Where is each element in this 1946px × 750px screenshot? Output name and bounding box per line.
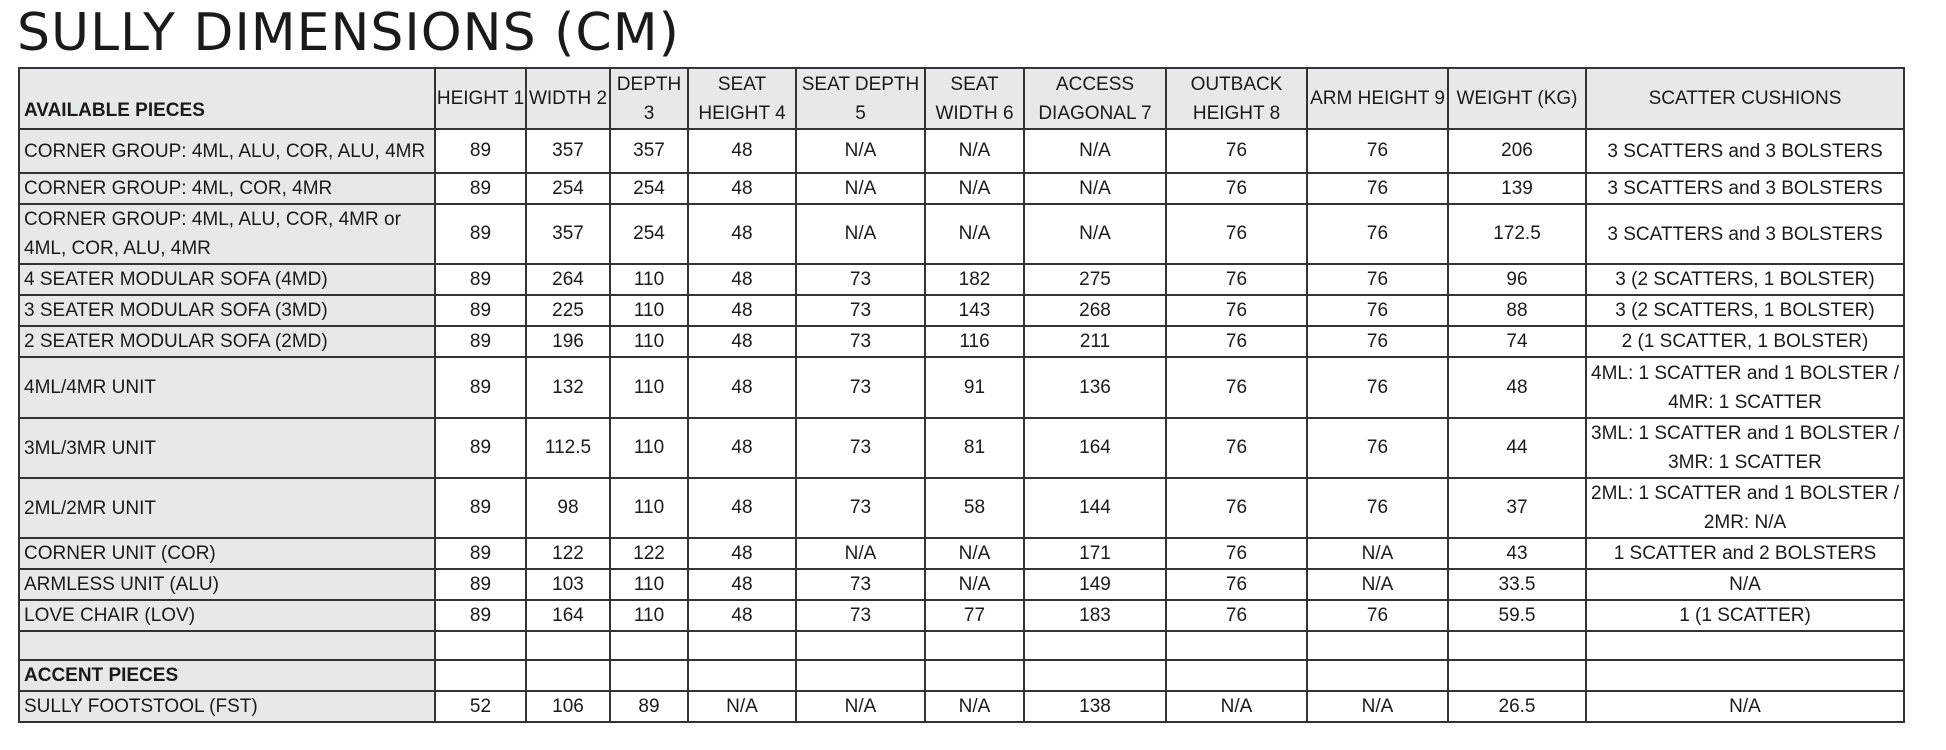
arm-height-cell	[1307, 660, 1448, 691]
header-scatter-cushions: SCATTER CUSHIONS	[1586, 68, 1904, 129]
seat-depth-cell: N/A	[796, 204, 925, 264]
access-diagonal-cell	[1024, 631, 1166, 660]
width-cell	[526, 631, 610, 660]
outback-height-cell	[1166, 631, 1307, 660]
header-row	[19, 68, 1904, 129]
height-cell: 89	[435, 204, 526, 264]
header-arm-height: ARM HEIGHT 9	[1307, 68, 1448, 129]
seat-depth-cell: 73	[796, 600, 925, 631]
height-cell	[435, 631, 526, 660]
section-row	[19, 660, 1904, 691]
header-height: HEIGHT 1	[435, 68, 526, 129]
access-diagonal-cell: 164	[1024, 418, 1166, 478]
seat-depth-cell: 73	[796, 264, 925, 295]
arm-height-cell	[1307, 631, 1448, 660]
width-cell: 357	[526, 204, 610, 264]
outback-height-cell: 76	[1166, 569, 1307, 600]
weight-cell	[1448, 631, 1586, 660]
height-cell	[435, 660, 526, 691]
depth-cell: 110	[610, 478, 688, 538]
header-depth: DEPTH 3	[610, 68, 688, 129]
access-diagonal-cell: 183	[1024, 600, 1166, 631]
piece-name-cell	[19, 631, 435, 660]
scatter-cushions-cell: N/A	[1586, 569, 1904, 600]
seat-depth-cell: 73	[796, 418, 925, 478]
seat-depth-cell: 73	[796, 569, 925, 600]
outback-height-cell: 76	[1166, 326, 1307, 357]
access-diagonal-cell: 275	[1024, 264, 1166, 295]
seat-width-cell	[925, 631, 1024, 660]
arm-height-cell: 76	[1307, 129, 1448, 173]
piece-name-cell: 4ML/4MR UNIT	[19, 357, 435, 418]
weight-cell: 43	[1448, 538, 1586, 569]
width-cell: 357	[526, 129, 610, 173]
dimensions-table	[18, 67, 1905, 723]
scatter-cushions-cell: 3 (2 SCATTERS, 1 BOLSTER)	[1586, 264, 1904, 295]
access-diagonal-cell: 268	[1024, 295, 1166, 326]
scatter-cushions-cell: 3 SCATTERS and 3 BOLSTERS	[1586, 129, 1904, 173]
table-row	[19, 129, 1904, 173]
piece-name-cell: ARMLESS UNIT (ALU)	[19, 569, 435, 600]
width-cell: 122	[526, 538, 610, 569]
seat-width-cell	[925, 660, 1024, 691]
seat-depth-cell: N/A	[796, 538, 925, 569]
scatter-cushions-cell: 3ML: 1 SCATTER and 1 BOLSTER / 3MR: 1 SCATTER	[1586, 418, 1904, 478]
height-cell: 89	[435, 264, 526, 295]
weight-cell: 172.5	[1448, 204, 1586, 264]
depth-cell: 110	[610, 418, 688, 478]
seat-width-cell: 58	[925, 478, 1024, 538]
height-cell: 89	[435, 538, 526, 569]
seat-height-cell: 48	[688, 418, 796, 478]
weight-cell: 88	[1448, 295, 1586, 326]
seat-height-cell	[688, 631, 796, 660]
seat-width-cell: N/A	[925, 173, 1024, 204]
access-diagonal-cell: 138	[1024, 691, 1166, 722]
weight-cell: 206	[1448, 129, 1586, 173]
width-cell: 106	[526, 691, 610, 722]
seat-depth-cell: N/A	[796, 691, 925, 722]
seat-height-cell: 48	[688, 600, 796, 631]
arm-height-cell: 76	[1307, 295, 1448, 326]
depth-cell	[610, 660, 688, 691]
height-cell: 89	[435, 478, 526, 538]
seat-width-cell: 91	[925, 357, 1024, 418]
outback-height-cell: 76	[1166, 600, 1307, 631]
seat-width-cell: N/A	[925, 204, 1024, 264]
height-cell: 89	[435, 326, 526, 357]
header-seat-width: SEAT WIDTH 6	[925, 68, 1024, 129]
scatter-cushions-cell: 2ML: 1 SCATTER and 1 BOLSTER / 2MR: N/A	[1586, 478, 1904, 538]
table-row	[19, 538, 1904, 569]
weight-cell: 59.5	[1448, 600, 1586, 631]
weight-cell: 96	[1448, 264, 1586, 295]
table-row	[19, 326, 1904, 357]
seat-depth-cell: 73	[796, 357, 925, 418]
access-diagonal-cell: N/A	[1024, 173, 1166, 204]
depth-cell: 89	[610, 691, 688, 722]
seat-height-cell: 48	[688, 569, 796, 600]
seat-width-cell: 116	[925, 326, 1024, 357]
seat-width-cell: 81	[925, 418, 1024, 478]
access-diagonal-cell: 171	[1024, 538, 1166, 569]
seat-height-cell: N/A	[688, 691, 796, 722]
depth-cell: 110	[610, 569, 688, 600]
header-seat-height: SEAT HEIGHT 4	[688, 68, 796, 129]
seat-height-cell: 48	[688, 538, 796, 569]
outback-height-cell: 76	[1166, 478, 1307, 538]
weight-cell: 26.5	[1448, 691, 1586, 722]
table-row	[19, 691, 1904, 722]
outback-height-cell: 76	[1166, 129, 1307, 173]
piece-name-cell: 3ML/3MR UNIT	[19, 418, 435, 478]
outback-height-cell: 76	[1166, 357, 1307, 418]
header-access-diagonal: ACCESS DIAGONAL 7	[1024, 68, 1166, 129]
seat-height-cell: 48	[688, 173, 796, 204]
piece-name-cell: 4 SEATER MODULAR SOFA (4MD)	[19, 264, 435, 295]
outback-height-cell: 76	[1166, 173, 1307, 204]
piece-name-cell: 2 SEATER MODULAR SOFA (2MD)	[19, 326, 435, 357]
piece-name-cell: CORNER GROUP: 4ML, ALU, COR, 4MR or 4ML, COR, ALU, 4MR	[19, 204, 435, 264]
depth-cell: 110	[610, 600, 688, 631]
table-row	[19, 569, 1904, 600]
height-cell: 52	[435, 691, 526, 722]
header-available-pieces: AVAILABLE PIECES	[19, 68, 435, 129]
weight-cell: 44	[1448, 418, 1586, 478]
outback-height-cell: 76	[1166, 418, 1307, 478]
header-width: WIDTH 2	[526, 68, 610, 129]
seat-height-cell: 48	[688, 357, 796, 418]
weight-cell: 37	[1448, 478, 1586, 538]
piece-name-cell: CORNER UNIT (COR)	[19, 538, 435, 569]
header-seat-depth: SEAT DEPTH 5	[796, 68, 925, 129]
height-cell: 89	[435, 129, 526, 173]
scatter-cushions-cell	[1586, 631, 1904, 660]
depth-cell: 110	[610, 295, 688, 326]
seat-height-cell: 48	[688, 204, 796, 264]
table-row	[19, 204, 1904, 264]
table-row	[19, 173, 1904, 204]
seat-depth-cell	[796, 631, 925, 660]
depth-cell: 122	[610, 538, 688, 569]
outback-height-cell: 76	[1166, 295, 1307, 326]
page-title: SULLY DIMENSIONS (CM)	[17, 3, 680, 63]
scatter-cushions-cell: 3 (2 SCATTERS, 1 BOLSTER)	[1586, 295, 1904, 326]
table-row	[19, 600, 1904, 631]
outback-height-cell: 76	[1166, 264, 1307, 295]
seat-depth-cell: 73	[796, 295, 925, 326]
piece-name-cell: 3 SEATER MODULAR SOFA (3MD)	[19, 295, 435, 326]
table-row	[19, 418, 1904, 478]
depth-cell: 357	[610, 129, 688, 173]
width-cell	[526, 660, 610, 691]
access-diagonal-cell: 149	[1024, 569, 1166, 600]
seat-width-cell: N/A	[925, 129, 1024, 173]
arm-height-cell: 76	[1307, 357, 1448, 418]
arm-height-cell: N/A	[1307, 538, 1448, 569]
depth-cell: 254	[610, 173, 688, 204]
seat-height-cell: 48	[688, 295, 796, 326]
depth-cell	[610, 631, 688, 660]
piece-name-cell: SULLY FOOTSTOOL (FST)	[19, 691, 435, 722]
seat-depth-cell: N/A	[796, 173, 925, 204]
height-cell: 89	[435, 418, 526, 478]
arm-height-cell: N/A	[1307, 569, 1448, 600]
table-row	[19, 478, 1904, 538]
scatter-cushions-cell: 3 SCATTERS and 3 BOLSTERS	[1586, 204, 1904, 264]
access-diagonal-cell: 136	[1024, 357, 1166, 418]
seat-height-cell: 48	[688, 326, 796, 357]
width-cell: 103	[526, 569, 610, 600]
seat-width-cell: 77	[925, 600, 1024, 631]
section-label: ACCENT PIECES	[19, 660, 435, 691]
width-cell: 225	[526, 295, 610, 326]
piece-name-cell: 2ML/2MR UNIT	[19, 478, 435, 538]
weight-cell: 74	[1448, 326, 1586, 357]
width-cell: 98	[526, 478, 610, 538]
arm-height-cell: 76	[1307, 326, 1448, 357]
seat-depth-cell	[796, 660, 925, 691]
depth-cell: 110	[610, 326, 688, 357]
arm-height-cell: 76	[1307, 173, 1448, 204]
seat-width-cell: 182	[925, 264, 1024, 295]
seat-height-cell	[688, 660, 796, 691]
depth-cell: 110	[610, 264, 688, 295]
scatter-cushions-cell	[1586, 660, 1904, 691]
width-cell: 196	[526, 326, 610, 357]
access-diagonal-cell: 211	[1024, 326, 1166, 357]
depth-cell: 110	[610, 357, 688, 418]
height-cell: 89	[435, 357, 526, 418]
width-cell: 254	[526, 173, 610, 204]
arm-height-cell: N/A	[1307, 691, 1448, 722]
access-diagonal-cell: N/A	[1024, 204, 1166, 264]
width-cell: 112.5	[526, 418, 610, 478]
outback-height-cell: 76	[1166, 538, 1307, 569]
height-cell: 89	[435, 569, 526, 600]
table-row	[19, 264, 1904, 295]
seat-width-cell: 143	[925, 295, 1024, 326]
width-cell: 164	[526, 600, 610, 631]
table-row	[19, 295, 1904, 326]
arm-height-cell: 76	[1307, 478, 1448, 538]
seat-height-cell: 48	[688, 264, 796, 295]
access-diagonal-cell: N/A	[1024, 129, 1166, 173]
scatter-cushions-cell: 4ML: 1 SCATTER and 1 BOLSTER / 4MR: 1 SCATTER	[1586, 357, 1904, 418]
piece-name-cell: CORNER GROUP: 4ML, COR, 4MR	[19, 173, 435, 204]
scatter-cushions-cell: N/A	[1586, 691, 1904, 722]
width-cell: 264	[526, 264, 610, 295]
scatter-cushions-cell: 1 (1 SCATTER)	[1586, 600, 1904, 631]
piece-name-cell: CORNER GROUP: 4ML, ALU, COR, ALU, 4MR	[19, 129, 435, 173]
table-row	[19, 357, 1904, 418]
seat-width-cell: N/A	[925, 569, 1024, 600]
outback-height-cell: 76	[1166, 204, 1307, 264]
depth-cell: 254	[610, 204, 688, 264]
scatter-cushions-cell: 2 (1 SCATTER, 1 BOLSTER)	[1586, 326, 1904, 357]
access-diagonal-cell: 144	[1024, 478, 1166, 538]
height-cell: 89	[435, 600, 526, 631]
arm-height-cell: 76	[1307, 418, 1448, 478]
height-cell: 89	[435, 173, 526, 204]
seat-depth-cell: 73	[796, 326, 925, 357]
weight-cell: 48	[1448, 357, 1586, 418]
arm-height-cell: 76	[1307, 600, 1448, 631]
access-diagonal-cell	[1024, 660, 1166, 691]
outback-height-cell: N/A	[1166, 691, 1307, 722]
seat-depth-cell: 73	[796, 478, 925, 538]
arm-height-cell: 76	[1307, 264, 1448, 295]
scatter-cushions-cell: 3 SCATTERS and 3 BOLSTERS	[1586, 173, 1904, 204]
seat-height-cell: 48	[688, 129, 796, 173]
outback-height-cell	[1166, 660, 1307, 691]
header-outback-height: OUTBACK HEIGHT 8	[1166, 68, 1307, 129]
piece-name-cell: LOVE CHAIR (LOV)	[19, 600, 435, 631]
height-cell: 89	[435, 295, 526, 326]
seat-height-cell: 48	[688, 478, 796, 538]
scatter-cushions-cell: 1 SCATTER and 2 BOLSTERS	[1586, 538, 1904, 569]
seat-depth-cell: N/A	[796, 129, 925, 173]
weight-cell: 33.5	[1448, 569, 1586, 600]
width-cell: 132	[526, 357, 610, 418]
seat-width-cell: N/A	[925, 691, 1024, 722]
header-weight: WEIGHT (KG)	[1448, 68, 1586, 129]
seat-width-cell: N/A	[925, 538, 1024, 569]
weight-cell	[1448, 660, 1586, 691]
weight-cell: 139	[1448, 173, 1586, 204]
table-row	[19, 631, 1904, 660]
arm-height-cell: 76	[1307, 204, 1448, 264]
